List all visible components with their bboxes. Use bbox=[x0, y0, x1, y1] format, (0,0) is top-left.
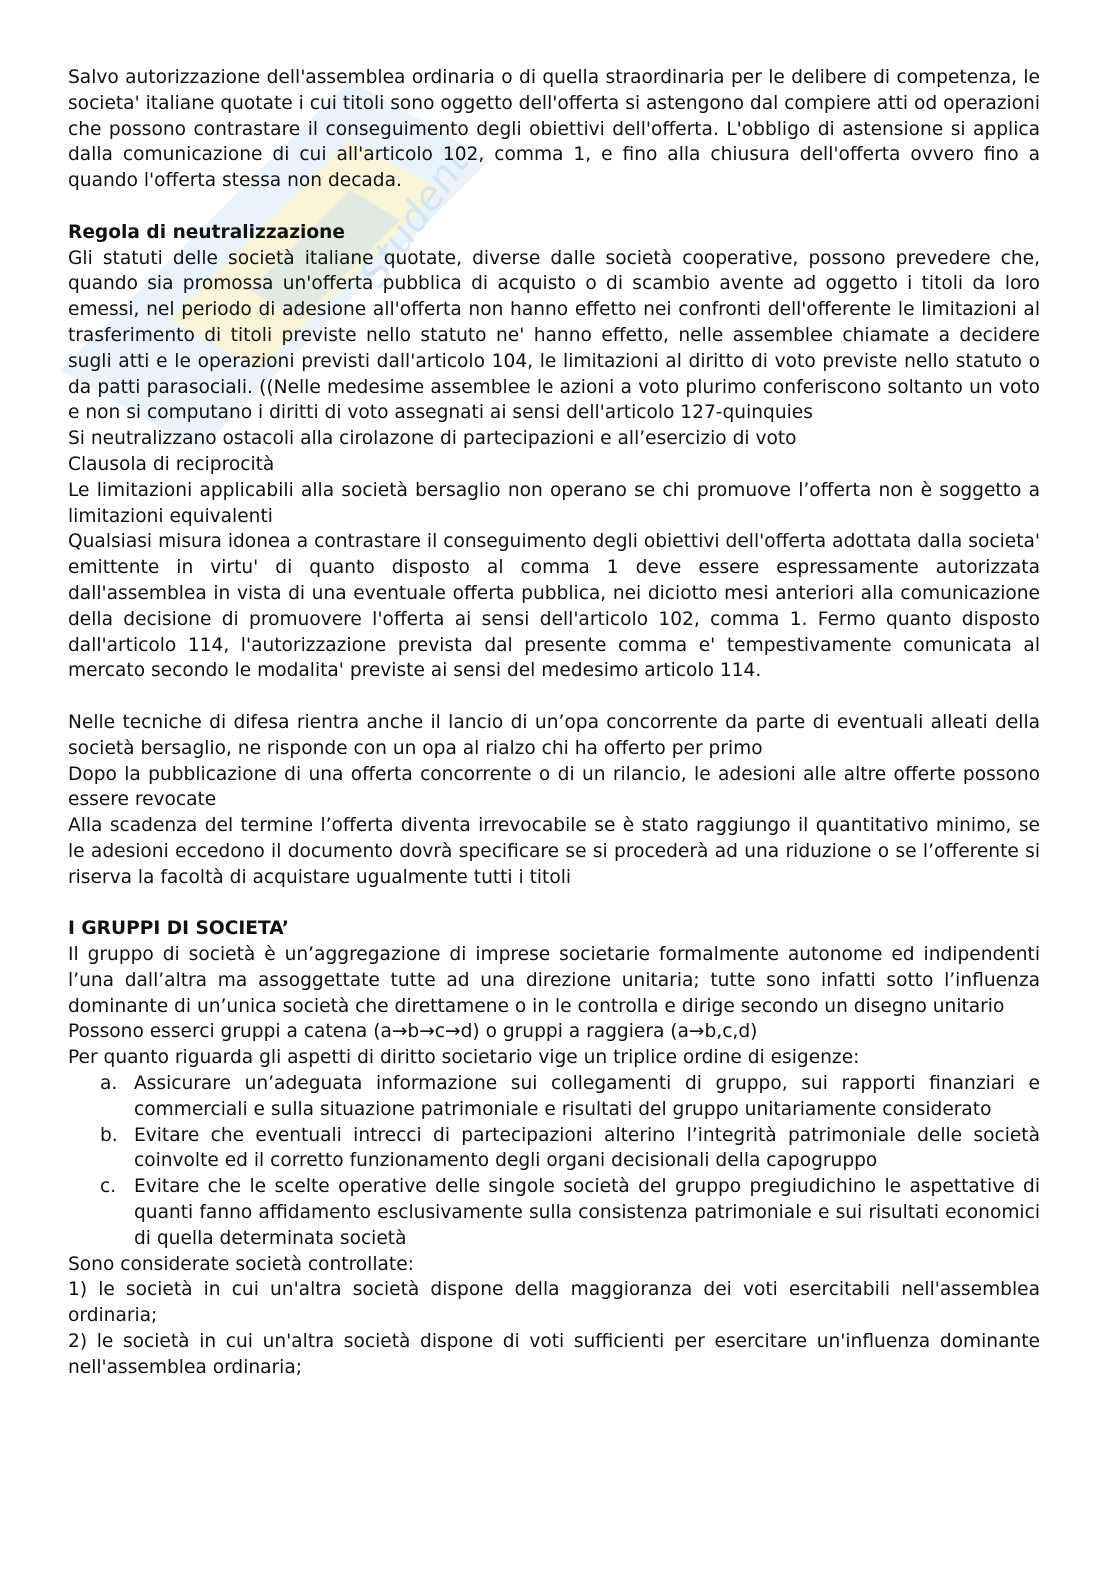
paragraph-controllate-1: 1) le società in cui un'altra società dispone della maggioranza dei voti esercitabili nell'assemblea ordinaria; bbox=[68, 1279, 1040, 1327]
paragraph-controllate: Sono considerate società controllate: bbox=[68, 1253, 414, 1275]
watermark-text: Student bbox=[350, 140, 479, 296]
paragraph-tecniche-difesa: Nelle tecniche di difesa rientra anche il lancio di un’opa concorrente da parte di eventuali alleati della società bersaglio, ne risponde con un opa al rialzo chi ha offerto per primo bbox=[68, 711, 1040, 759]
paragraph-statuti: Gli statuti delle società italiane quotate, diverse dalle società cooperative, possono prevedere che, quando sia promossa un'offerta pubblica di acquisto o di scambio avente ad oggetto i titoli da loro emessi, nel periodo di adesione all'offerta non hanno effetto nei confronti dell'offerente le limitazioni al trasferimento di titoli previste nello statuto ne' hanno effetto, nelle assemblee chiamate a decidere sugli atti e le operazioni previsti dall'articolo 104, le limitazioni al diritto di voto previste nello statuto o da patti parasociali. ((Nelle medesime assemblee le azioni a voto plurimo conferiscono soltanto un voto e non si computano i diritti di voto assegnati ai sensi dell'articolo 127-quinquies bbox=[68, 247, 1040, 424]
paragraph-neutralizzano: Si neutralizzano ostacoli alla cirolazone di partecipazioni e all’esercizio di voto bbox=[68, 428, 797, 450]
paragraph-offerta-concorrente: Dopo la pubblicazione di una offerta concorrente o di un rilancio, le adesioni alle altre offerte possono essere revocate bbox=[68, 763, 1040, 811]
paragraph-limitazioni: Le limitazioni applicabili alla società bersaglio non operano se chi promuove l’offerta non è soggetto a limitazioni equivalenti bbox=[68, 479, 1040, 527]
list-item-text: Assicurare un’adeguata informazione sui collegamenti di gruppo, sui rapporti finanziari e commerciali e sulla situazione patrimoniale e risultati del gruppo unitariamente considerato bbox=[134, 1073, 1040, 1120]
paragraph-esigenze: Per quanto riguarda gli aspetti di diritto societario vige un triplice ordine di esigenze: bbox=[68, 1047, 860, 1069]
list-item bbox=[68, 1123, 1040, 1175]
esigenze-list bbox=[68, 1071, 1040, 1252]
paragraph-astensione: Salvo autorizzazione dell'assemblea ordinaria o di quella straordinaria per le delibere di competenza, le societa' italiane quotate i cui titoli sono oggetto dell'offerta si astengono dal compiere atti od operazioni che possono contrastare il conseguimento degli obiettivi dell'offerta. L'obbligo di astensione si applica dalla comunicazione di cui all'articolo 102, comma 1, e fino alla chiusura dell'offerta ovvero fino a quando l'offerta stessa non decada. bbox=[68, 67, 1040, 192]
list-item bbox=[68, 1174, 1040, 1251]
list-item-text: Evitare che le scelte operative delle singole società del gruppo pregiudichino le aspettative di quanti fanno affidamento esclusivamente sulla consistenza patrimoniale e sui risultati economici di quella determinata società bbox=[134, 1176, 1040, 1249]
paragraph-misura-idonea: Qualsiasi misura idonea a contrastare il conseguimento degli obiettivi dell'offerta adottata dalla societa' emittente in virtu' di quanto disposto al comma 1 deve essere espressamente autorizzata dall'assemblea in vista di una eventuale offerta pubblica, nei diciotto mesi anteriori alla comunicazione della decisione di promuovere l'offerta ai sensi dell'articolo 102, comma 1. Fermo quanto disposto dall'articolo 114, l'autorizzazione prevista dal presente comma e' tempestivamente comunicata al mercato secondo le modalita' previste ai sensi del medesimo articolo 114. bbox=[68, 531, 1040, 682]
list-marker: b. bbox=[100, 1124, 118, 1146]
paragraph-gruppo-definizione: Il gruppo di società è un’aggregazione di imprese societarie formalmente autonome ed indipendenti l’una dall’altra ma assoggettate tutte ad una direzione unitaria; tutte sono infatti sotto l’influenza dominante di un’unica società che direttamene o in le controlla e dirige secondo un disegno unitario bbox=[68, 944, 1040, 1017]
paragraph-scadenza: Alla scadenza del termine l’offerta diventa irrevocabile se è stato raggiungo il quantitativo minimo, se le adesioni eccedono il documento dovrà specificare se si procederà ad una riduzione o se l’offerente si riserva la facoltà di acquistare ugualmente tutti i titoli bbox=[68, 815, 1040, 888]
list-item-text: Evitare che eventuali intrecci di partecipazioni alterino l’integrità patrimoniale delle società coinvolte ed il corretto funzionamento degli organi decisionali della capogruppo bbox=[134, 1124, 1040, 1172]
list-marker: a. bbox=[100, 1073, 118, 1095]
spacer bbox=[68, 194, 1040, 220]
heading-gruppi-societa: I GRUPPI DI SOCIETA’ bbox=[68, 918, 289, 940]
document-page bbox=[68, 65, 1040, 1381]
spacer bbox=[68, 891, 1040, 917]
paragraph-clausola: Clausola di reciprocità bbox=[68, 453, 275, 475]
heading-regola-neutralizzazione: Regola di neutralizzazione bbox=[68, 221, 346, 243]
paragraph-catena-raggiera: Possono esserci gruppi a catena (a→b→c→d) o gruppi a raggiera (a→b,c,d) bbox=[68, 1021, 758, 1043]
list-item bbox=[68, 1071, 1040, 1123]
paragraph-controllate-2: 2) le società in cui un'altra società dispone di voti sufficienti per esercitare un'influenza dominante nell'assemblea ordinaria; bbox=[68, 1331, 1040, 1378]
spacer bbox=[68, 684, 1040, 710]
list-marker: c. bbox=[100, 1176, 117, 1198]
